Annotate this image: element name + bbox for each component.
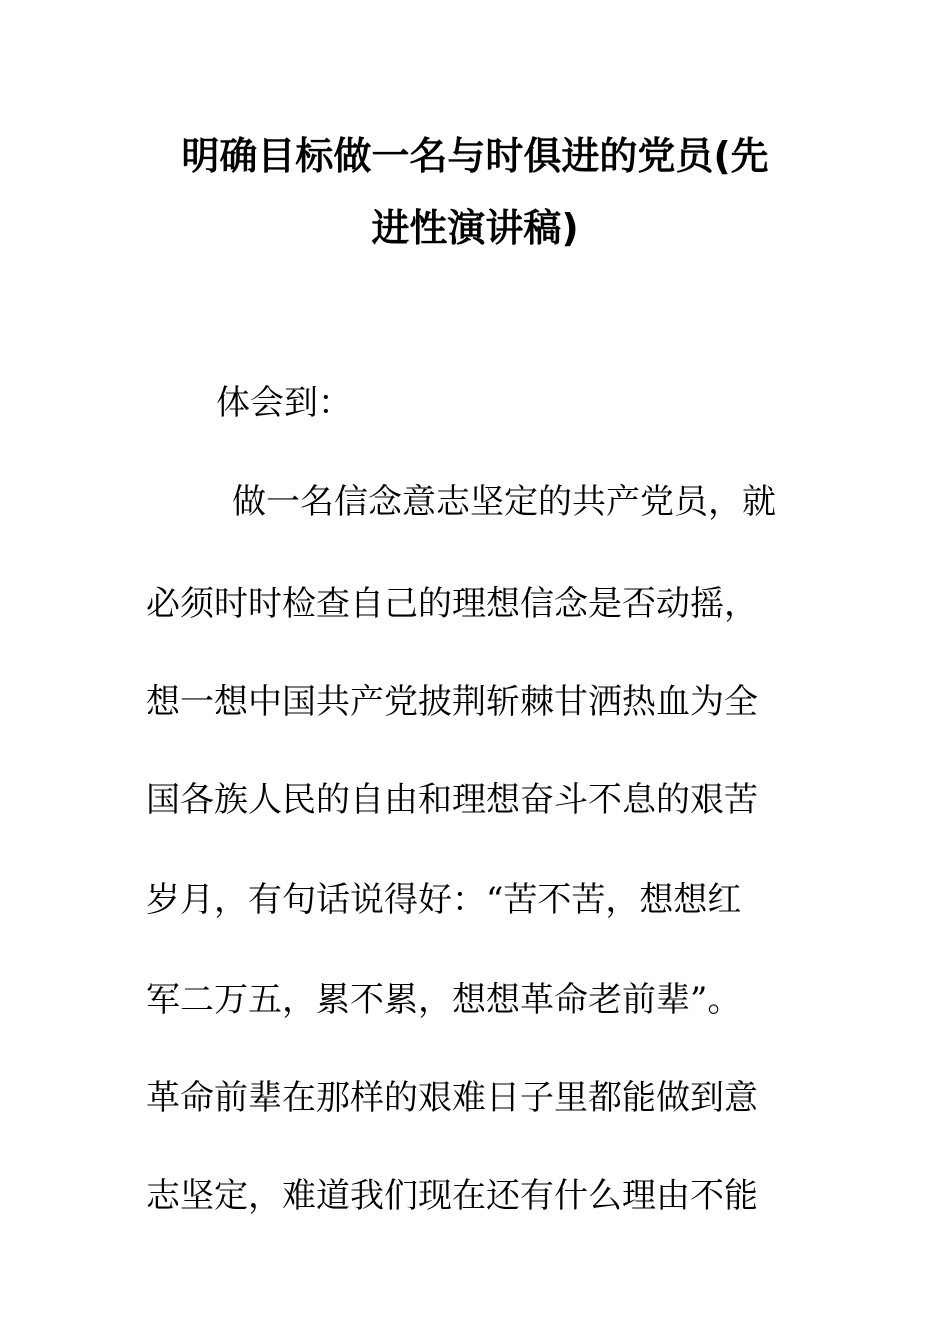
body-line-2: 必须时时检查自己的理想信念是否动摇， xyxy=(146,584,758,624)
body-line-4: 国各族人民的自由和理想奋斗不息的艰苦 xyxy=(146,780,758,820)
document-title-line-2: 进性演讲稿) xyxy=(371,206,579,250)
section-label: 体会到： xyxy=(216,383,352,423)
body-line-7: 革命前辈在那样的艰难日子里都能做到意 xyxy=(146,1078,758,1118)
body-line-6: 军二万五，累不累，想想革命老前辈”。 xyxy=(146,980,742,1020)
body-line-5: 岁月，有句话说得好：“苦不苦，想想红 xyxy=(146,880,742,920)
body-line-3: 想一想中国共产党披荆斩棘甘洒热血为全 xyxy=(146,682,758,722)
document-title-line-1: 明确目标做一名与时俱进的党员(先 xyxy=(181,134,769,178)
body-line-1: 做一名信念意志坚定的共产党员，就 xyxy=(232,482,776,522)
body-line-8: 志坚定，难道我们现在还有什么理由不能 xyxy=(146,1176,758,1216)
